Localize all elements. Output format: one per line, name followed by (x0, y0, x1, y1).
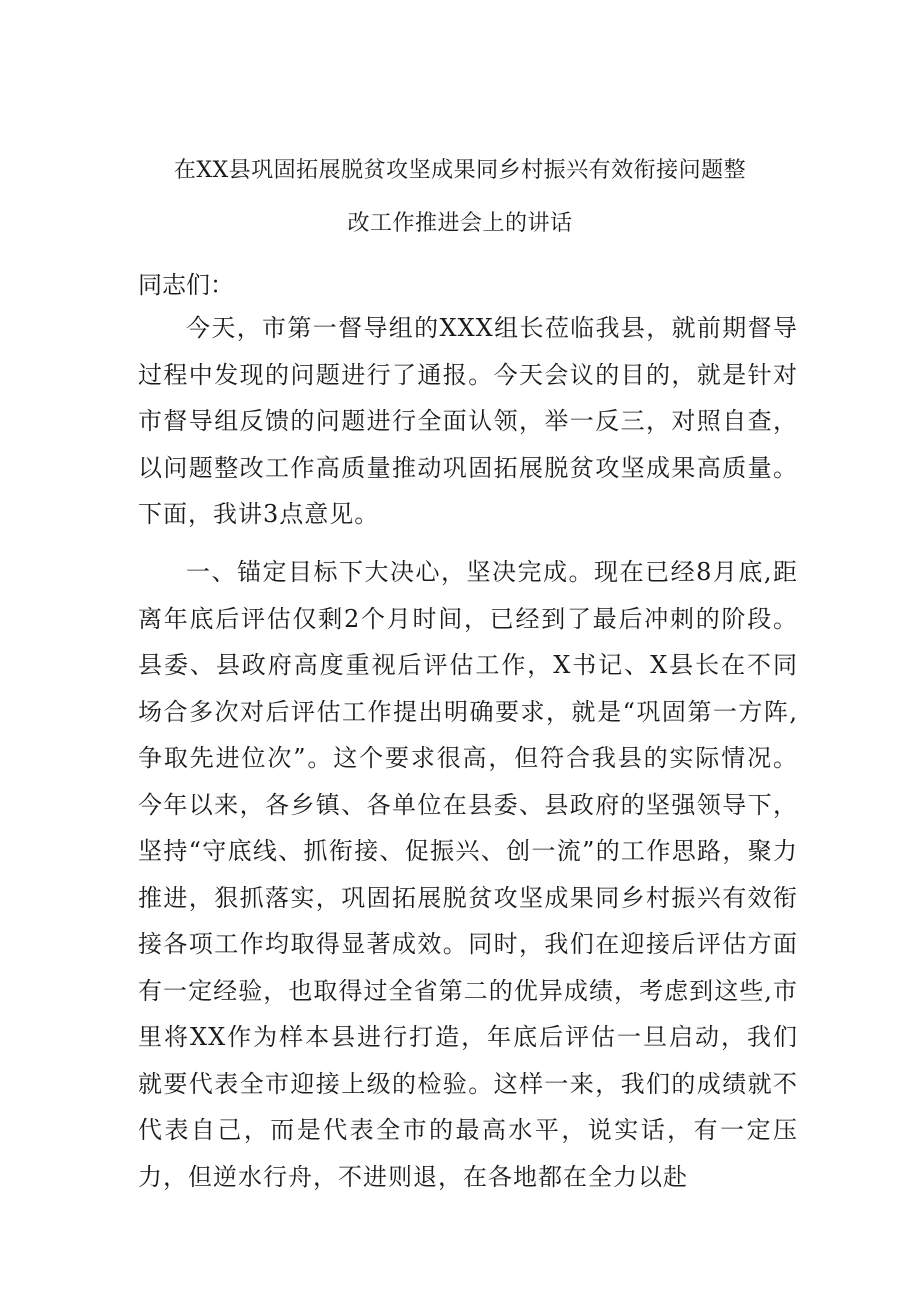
body-paragraph-intro: 今天，市第一督导组的XXX组长莅临我县，就前期督导过程中发现的问题进行了通报。今天会议的目的，就是针对市督导组反馈的问题进行全面认领，举一反三，对照自查，以问题整改工作高质量推动巩固拓展脱贫攻坚成果高质量。下面，我讲3点意见。 (138, 314, 798, 528)
document-title-line-1: 在XX县巩固拓展脱贫攻坚成果同乡村振兴有效衔接问题整 (173, 158, 747, 183)
salutation: 同志们： (138, 271, 234, 299)
document-title-line-2: 改工作推进会上的讲话 (347, 211, 573, 236)
body-paragraph-section-1: 一、锚定目标下大决心，坚决完成。现在已经8月底,距离年底后评估仅剩2个月时间，已经到了最后冲刺的阶段。县委、县政府高度重视后评估工作，X书记、X县长在不同场合多次对后评估工作提出明确要求，就是“巩固第一方阵,争取先进位次”。这个要求很高，但符合我县的实际情况。今年以来，各乡镇、各单位在县委、县政府的坚强领导下，坚持“守底线、抓衔接、促振兴、创一流”的工作思路，聚力推进，狠抓落实，巩固拓展脱贫攻坚成果同乡村振兴有效衔接各项工作均取得显著成效。同时，我们在迎接后评估方面有一定经验，也取得过全省第二的优异成绩，考虑到这些,市里将XX作为样本县进行打造，年底后评估一旦启动，我们就要代表全市迎接上级的检验。这样一来，我们的成绩就不代表自己，而是代表全市的最高水平，说实话，有一定压力，但逆水行舟，不进则退，在各地都在全力以赴 (138, 558, 798, 1191)
